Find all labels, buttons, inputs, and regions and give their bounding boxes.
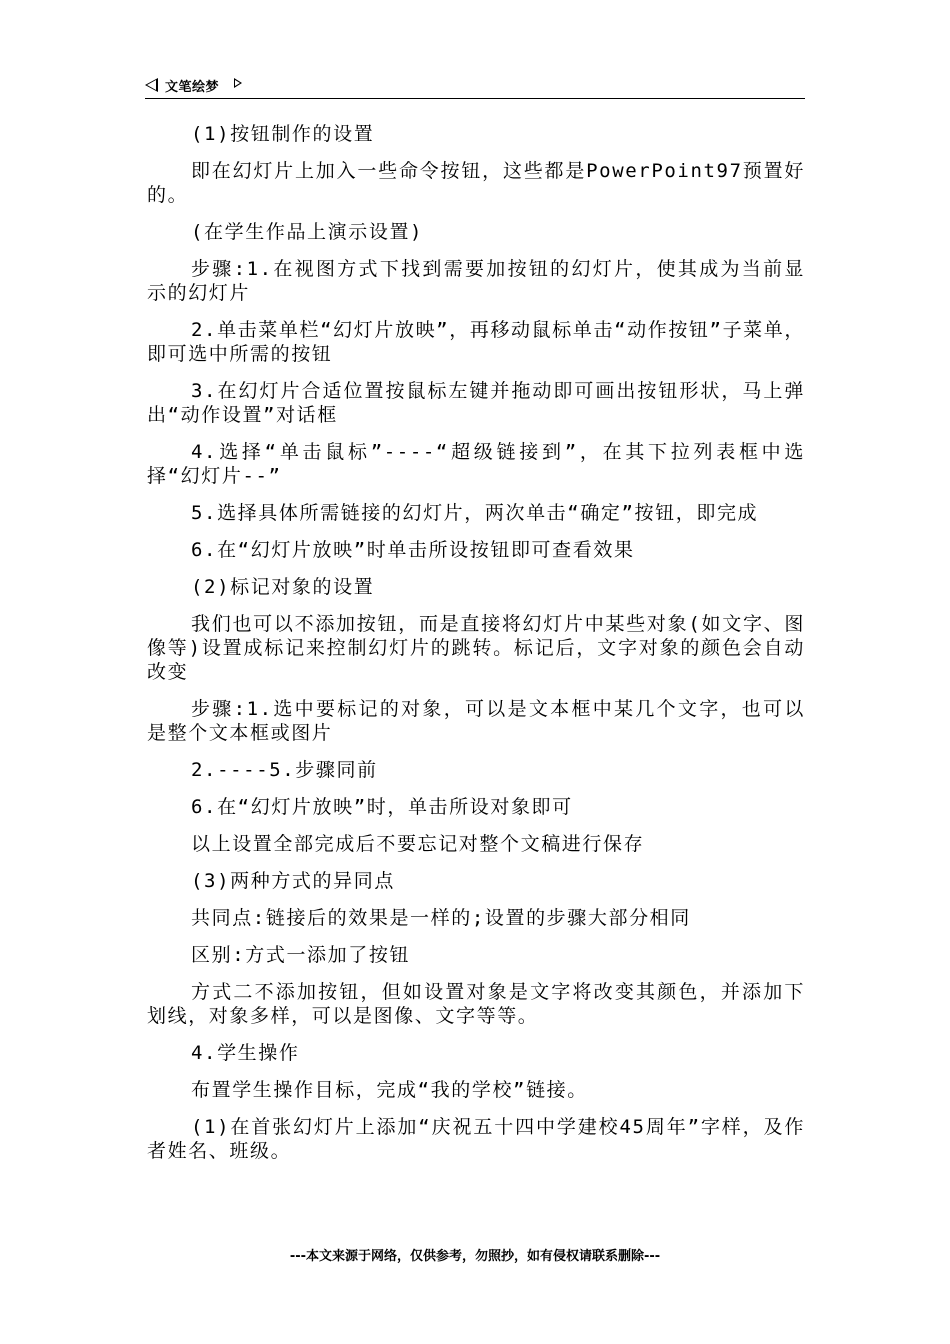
paragraph: 4.学生操作 bbox=[191, 1042, 300, 1064]
paragraph: 共同点:链接后的效果是一样的;设置的步骤大部分相同 bbox=[191, 907, 691, 929]
document-body bbox=[147, 122, 805, 1176]
paragraph: (3)两种方式的异同点 bbox=[191, 870, 395, 892]
paragraph: 2.单击菜单栏“幻灯片放映”，再移动鼠标单击“动作按钮”子菜单，即可选中所需的按钮 bbox=[147, 319, 805, 365]
paragraph: 步骤:1.选中要标记的对象，可以是文本框中某几个文字，也可以是整个文本框或图片 bbox=[147, 698, 805, 744]
paragraph: 以上设置全部完成后不要忘记对整个文稿进行保存 bbox=[191, 833, 645, 855]
page-header bbox=[145, 72, 805, 99]
paragraph: 5.选择具体所需链接的幻灯片，两次单击“确定”按钮，即完成 bbox=[191, 502, 759, 524]
paragraph: 区别:方式一添加了按钮 bbox=[191, 944, 411, 966]
paragraph: 6.在“幻灯片放映”时单击所设按钮即可查看效果 bbox=[191, 539, 635, 561]
paragraph: 4.选择“单击鼠标”----“超级链接到”，在其下拉列表框中选择“幻灯片--” bbox=[147, 441, 805, 487]
paragraph: (1)按钮制作的设置 bbox=[191, 123, 375, 145]
paragraph: 布置学生操作目标，完成“我的学校”链接。 bbox=[191, 1079, 588, 1101]
paragraph: 步骤:1.在视图方式下找到需要加按钮的幻灯片，使其成为当前显示的幻灯片 bbox=[147, 258, 805, 304]
paragraph: 3.在幻灯片合适位置按鼠标左键并拖动即可画出按钮形状，马上弹出“动作设置”对话框 bbox=[147, 380, 805, 426]
paragraph: 2.----5.步骤同前 bbox=[191, 759, 378, 781]
paragraph: (1)在首张幻灯片上添加“庆祝五十四中学建校45周年”字样，及作者姓名、班级。 bbox=[147, 1116, 805, 1162]
header-brand: 文笔绘梦 bbox=[165, 80, 220, 95]
paragraph: 我们也可以不添加按钮，而是直接将幻灯片中某些对象(如文字、图像等)设置成标记来控制幻灯片的跳转。标记后，文字对象的颜色会自动改变 bbox=[147, 613, 805, 683]
paragraph: (在学生作品上演示设置) bbox=[191, 221, 424, 243]
triangle-left-icon bbox=[145, 78, 158, 92]
page-footer: ---本文来源于网络，仅供参考，勿照抄，如有侵权请联系删除--- bbox=[289, 1249, 661, 1264]
paragraph: (2)标记对象的设置 bbox=[191, 576, 375, 598]
paragraph: 方式二不添加按钮，但如设置对象是文字将改变其颜色，并添加下划线，对象多样，可以是图像、文字等等。 bbox=[147, 981, 805, 1027]
paragraph: 即在幻灯片上加入一些命令按钮，这些都是PowerPoint97预置好的。 bbox=[147, 160, 805, 206]
triangle-right-icon bbox=[234, 78, 242, 88]
paragraph: 6.在“幻灯片放映”时，单击所设对象即可 bbox=[191, 796, 573, 818]
